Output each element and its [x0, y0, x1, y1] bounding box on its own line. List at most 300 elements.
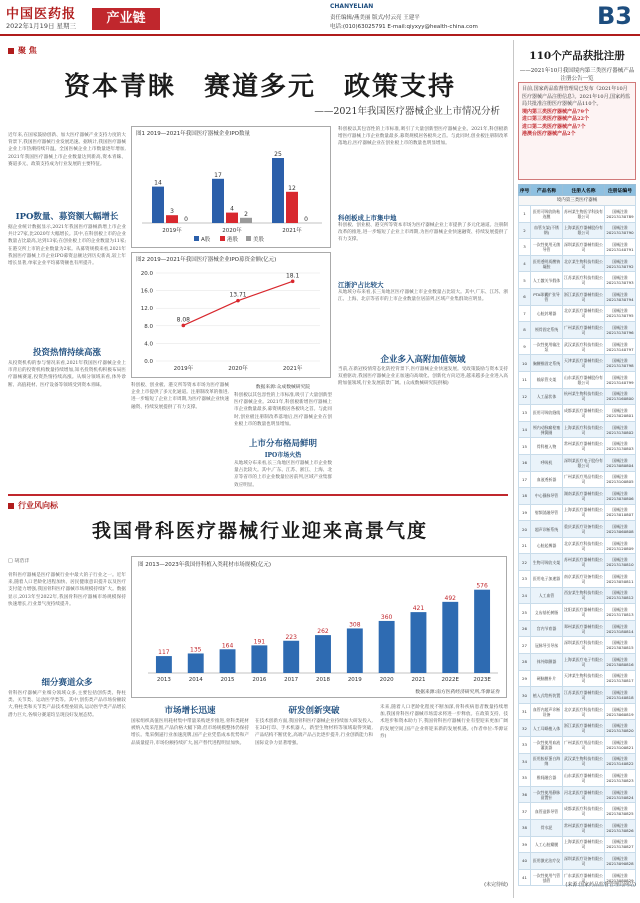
cell-registrant: 成都某医疗器械有限公司: [563, 405, 605, 422]
top-col4-text2: 科创板、创业板、港交所等资本市场为医疗器械企业上市提供了多元化通道。注册制改革的推进,进一步缩短了企业上市周期,为医疗器械企业快速融资、持续发展提供了有力支撑。: [338, 223, 508, 243]
cell-cert: 国械注准20213130795: [605, 305, 636, 322]
cell-no: 8: [519, 322, 531, 339]
cell-no: 13: [519, 405, 531, 422]
cell-cert: 国械注准20213130793: [605, 272, 636, 289]
chart3-source: 数据来源:南方医药经济研究所,华源证券: [415, 690, 500, 695]
col-header-product: 产品名称: [531, 185, 563, 196]
table-row: [519, 421, 636, 438]
cell-product: 医用透明质酸钠凝胶: [531, 255, 563, 272]
x-tick-label: 2019年: [173, 366, 194, 372]
cell-registrant: 郑州某医疗器械有限公司: [563, 620, 605, 637]
cell-cert: 国械注准20213150824: [605, 786, 636, 803]
cell-no: 31: [519, 703, 531, 720]
cell-registrant: 沈阳某医疗器械有限公司: [563, 604, 605, 621]
table-row: [519, 305, 636, 322]
bar-value-label: 135: [190, 646, 202, 654]
cell-no: 36: [519, 786, 531, 803]
bar: [212, 179, 224, 223]
cell-no: 30: [519, 687, 531, 704]
cell-no: 17: [519, 471, 531, 488]
cell-registrant: 北京某医疗科技有限公司: [563, 703, 605, 720]
cell-cert: 国械注准20213170813: [605, 604, 636, 621]
bottom-col1-text: 骨科医疗器械是医疗器械行业中最大的子行业之一。近年来,随着人口老龄化进程加快、居民健康意识提升以及医疗支付能力增强,我国骨科医疗器械市场规模持续扩大。数据显示,2013年至2022年,我国骨科医疗器械市场规模保持快速增长,行业景气度持续提升。: [8, 573, 126, 607]
cell-registrant: 江苏某医疗器械有限公司: [563, 687, 605, 704]
cell-cert: 国械注准20213140822: [605, 753, 636, 770]
cell-registrant: 北京某医疗科技有限公司: [563, 537, 605, 554]
cell-registrant: 天津某医疗器械有限公司: [563, 355, 605, 372]
cell-product: 医用胶原蛋白海绵: [531, 753, 563, 770]
chart-ipo-funding: [131, 252, 331, 378]
cell-registrant: 南京某医疗设备有限公司: [563, 571, 605, 588]
cell-product: 人工心脏瓣膜: [531, 836, 563, 853]
top-story-tag: 聚 焦: [8, 45, 37, 56]
cell-no: 18: [519, 488, 531, 505]
data-label: 18.1: [285, 272, 300, 280]
cell-no: 37: [519, 803, 531, 820]
cell-product: 输尿管支架: [531, 371, 563, 388]
heading-rd: 研发创新突破: [288, 706, 340, 716]
cell-registrant: 杭州某生物科技有限公司: [563, 388, 605, 405]
bottom-col4-text: 未来,随着人口老龄化程度不断加深,骨科疾病患者数量持续增加,我国骨科医疗器械市场需求将进一步释放。在政策支持、技术进步和资本助力下,我国骨科医疗器械行业有望迎来更加广阔的发展空间,国产企业将迎来新的发展机遇。(作者单位:华源证券): [380, 705, 508, 739]
cell-cert: 国械注准20213010807: [605, 504, 636, 521]
cell-registrant: 山东某医疗器械有限公司: [563, 770, 605, 787]
cell-no: 7: [519, 305, 531, 322]
cell-registrant: 苏州某医疗器械有限公司: [563, 554, 605, 571]
cell-product: 医用可吸收防粘连膜: [531, 206, 563, 223]
cell-product: 颅骨固定系统: [531, 322, 563, 339]
cell-cert: 国械注准20213130796: [605, 322, 636, 339]
bar-value-label: 223: [285, 633, 297, 641]
table-row: [519, 753, 636, 770]
cell-product: 心脏封堵器: [531, 305, 563, 322]
chart-ipo-count-title: 图1 2019—2021年我国医疗器械企业IPO数量: [136, 131, 251, 137]
cell-registrant: 广州某医疗用品有限公司: [563, 471, 605, 488]
cell-cert: 国械注准20213030794: [605, 288, 636, 305]
cell-no: 1: [519, 206, 531, 223]
notice-item: 进口第三类医疗器械产品22个: [522, 116, 589, 122]
legend-label: 美股: [253, 237, 265, 243]
cell-registrant: 常州某医疗器械有限公司: [563, 438, 605, 455]
bar-value-label: 117: [158, 649, 170, 657]
table-row: [519, 786, 636, 803]
cell-no: 41: [519, 869, 531, 886]
data-label: 8.08: [176, 316, 191, 324]
y-tick-label: 12.0: [140, 306, 153, 313]
bar-value-label: 191: [253, 638, 266, 646]
cell-no: 23: [519, 571, 531, 588]
chart-ortho-market-svg: [132, 569, 506, 685]
sidebar-subtitle: ——2021年10月我国境内第三类医疗器械产品注册公告一览: [519, 68, 635, 82]
cell-product: 义齿基托树脂: [531, 604, 563, 621]
top-col4-text3: 从地域分布来看,长三角地区医疗器械上市企业数量占比较大。其中,广东、江苏、浙江、上海、北京等省市的上市企业数量位居前列,区域产业集群效应明显。: [338, 290, 508, 303]
bottom-col1-text2: 骨科医疗器械产业细分领域众多,主要包括创伤类、脊柱类、关节类、运动医学类等。其中,创伤类产品市场份额较大,脊柱类和关节类产品技术壁垒较高,运动医学类产品增长潜力巨大,各细分赛道均呈现良好发展态势。: [8, 691, 126, 718]
top-col1-text3: 从投资机构的参与情况来看,2021年我国医疗器械企业上市背后的投资机构数量持续增加,知名投资机构积极布局医疗器械赛道,投资热情持续高涨。从细分领域来看,体外诊断、高值耗材、医疗设备等领域受到资本青睐。: [8, 361, 126, 388]
col-header-cert: 注册证编号: [605, 185, 636, 196]
cell-product: 血液透析器: [531, 471, 563, 488]
heading-high-value: 企业多入高附加值领域: [380, 355, 466, 365]
cell-no: 9: [519, 338, 531, 355]
bar: [220, 649, 236, 673]
cell-cert: 国械注准20213140791: [605, 239, 636, 256]
bar-value-label: 12: [288, 184, 296, 192]
cell-cert: 国械注准20213130817: [605, 670, 636, 687]
chart-source: 数据来源:众成数械研究院: [255, 385, 311, 390]
table-row: [519, 288, 636, 305]
data-point: [291, 280, 295, 284]
top-story-subtitle: ——2021年我国医疗器械企业上市情况分析: [314, 106, 500, 117]
chart-ipo-count-svg: [132, 137, 330, 247]
table-row: [519, 637, 636, 654]
cell-product: 一次性使用无菌导管: [531, 239, 563, 256]
bar-value-label: 164: [221, 642, 234, 650]
cell-cert: 国械注准20213140818: [605, 687, 636, 704]
cell-no: 33: [519, 737, 531, 754]
cell-registrant: 深圳某医疗器械有限公司: [563, 239, 605, 256]
top-col1-text2: 据企业统计数据显示,2021年我国医疗器械新增上市企业共计27家,比2020年大幅增长。其中,在科创板上市的企业数量占比最高,达到13家;在创业板上市的企业数量为11家;在港交所上市的企业数量为2家。从募资规模来看,2021年我国医疗器械上市企业IPO募资总额达到历史新高,较上年增长显著,单家企业平均募资额也有所提升。: [8, 225, 126, 267]
top-col1-text: 近年来,在国家鼓励创新、加大医疗器械产业支持力度的大背景下,我国医疗器械行业发展迅速。据统计,我国医疗器械企业上市热潮持续升温。全国医械企业上市数量逐年增加,2021年我国医疗器械上市企业数量达到新高,资本青睐、赛道多元、政策支持成为行业发展的主要特征。: [8, 133, 126, 167]
bar: [474, 590, 490, 673]
table-row: [519, 537, 636, 554]
heading-star-market: 科创板成上市集中地: [338, 214, 397, 222]
x-tick-label: 2022E: [441, 677, 460, 683]
bar: [442, 602, 458, 673]
sidebar-notice: [518, 82, 636, 180]
notice-item: 进口第二类医疗器械产品7个: [522, 123, 586, 130]
cell-product: 植入式给药装置: [531, 687, 563, 704]
cell-no: 38: [519, 819, 531, 836]
table-row: [519, 587, 636, 604]
notice-text: 目前,国家药品监督管理局已发布《2021年10月医疗器械产品注册信息》。2021年10月,国家药监局共批准注册医疗器械产品110个。: [522, 86, 631, 107]
top-col4-text4: 当前,在新冠疫情常态化防控背景下,医疗器械企业快速发展。受政策鼓励与资本支持双重驱动,我国医疗器械企业正加速向高端化、创新化方向迈进,越来越多企业进入高附加值领域,行业发展前景广阔。(众成数械研究院供稿): [338, 367, 508, 387]
table-row: [519, 405, 636, 422]
cell-no: 22: [519, 554, 531, 571]
table-row: [519, 819, 636, 836]
chart-ipo-funding-title: 图2 2019—2021年我国医疗器械企业IPO募资金额(亿元): [136, 257, 277, 263]
cell-no: 35: [519, 770, 531, 787]
top-story-title: 资本青睐 赛道多元 政策支持: [63, 72, 456, 102]
cell-registrant: 浙江某医疗器械有限公司: [563, 720, 605, 737]
staff-line: 责任编辑/燕美丽 版式/付云亮 王建平: [330, 15, 420, 21]
cell-cert: 国械注准20213080829: [605, 869, 636, 886]
table-row: [519, 388, 636, 405]
cell-product: 一次性使用气管插管: [531, 869, 563, 886]
cell-cert: 国械注准20213100805: [605, 471, 636, 488]
chart-ipo-funding-svg: [132, 265, 330, 377]
bar-value-label: 308: [349, 621, 361, 629]
cell-cert: 国械注准20213130802: [605, 421, 636, 438]
newspaper-logo: 中国医药报: [6, 7, 77, 22]
cell-cert: 国械注准20213130812: [605, 587, 636, 604]
legend-label: 港股: [227, 237, 239, 243]
cell-cert: 国械注准20213130790: [605, 222, 636, 239]
heading-market-growth: 市场增长迅速: [164, 706, 216, 716]
bottom-col2-text: 国家组织高值医用耗材集中带量采购逐步推进,骨科类耗材被纳入集采范围,产品价格大幅下降,但市场规模整体仍保持增长。集采倒逼行业加速洗牌,国产企业凭借成本优势和产品质量提升,市场份额持续扩大,国产替代进程明显加快。: [131, 719, 249, 746]
table-row: [519, 687, 636, 704]
table-row: [519, 853, 636, 870]
cell-no: 4: [519, 255, 531, 272]
cell-no: 10: [519, 355, 531, 372]
y-tick-label: 4.0: [144, 341, 153, 348]
cell-registrant: 苏州某生物医学科技有限公司: [563, 206, 605, 223]
data-point: [182, 324, 186, 328]
cell-registrant: 深圳某医疗设备有限公司: [563, 853, 605, 870]
table-row: [519, 571, 636, 588]
sidebar-source: (来源:国家药品监督管理局网站): [565, 882, 636, 888]
cell-no: 29: [519, 670, 531, 687]
bar-value-label: 4: [230, 205, 234, 213]
cell-cert: 国械注准20213030825: [605, 803, 636, 820]
cell-product: 人工晶状体: [531, 388, 563, 405]
bar: [156, 656, 172, 673]
bar: [283, 641, 299, 673]
cell-cert: 国械注准20213030806: [605, 488, 636, 505]
cell-cert: 国械注准20213060819: [605, 703, 636, 720]
cell-no: 14: [519, 421, 531, 438]
section-badge: 产业链: [92, 8, 160, 30]
cell-cert: 国械注准20213130810: [605, 554, 636, 571]
cell-no: 32: [519, 720, 531, 737]
table-row: [519, 554, 636, 571]
cell-registrant: 深圳某医疗电子股份有限公司: [563, 454, 605, 471]
cell-no: 25: [519, 604, 531, 621]
cell-registrant: 成都某医疗科技有限公司: [563, 803, 605, 820]
heading-invest: 投资热情持续高涨: [32, 348, 101, 358]
cell-cert: 国械注准20213130823: [605, 770, 636, 787]
table-row: [519, 836, 636, 853]
cell-registrant: 深圳某医疗科技有限公司: [563, 637, 605, 654]
x-tick-label: 2020年: [222, 228, 242, 234]
notice-item: 港澳台医疗器械产品2个: [522, 131, 576, 137]
cell-product: 一次性使用血液灌流器: [531, 737, 563, 754]
cell-cert: 国械注准20213080804: [605, 454, 636, 471]
cell-registrant: 广州某医疗器械有限公司: [563, 322, 605, 339]
table-row: [519, 504, 636, 521]
cell-registrant: 北京某生物科技有限公司: [563, 255, 605, 272]
bar-value-label: 421: [412, 605, 425, 613]
cell-registrant: 上海某医疗器械有限公司: [563, 504, 605, 521]
sidebar-title: 110个产品获批注册: [529, 50, 625, 62]
table-row: [519, 322, 636, 339]
cell-cert: 国械注准20213130826: [605, 819, 636, 836]
bar-value-label: 360: [380, 613, 393, 621]
table-row: [519, 521, 636, 538]
cell-no: 21: [519, 537, 531, 554]
cell-product: 冠脉导引导丝: [531, 637, 563, 654]
heading-segments: 细分赛道众多: [41, 678, 93, 688]
x-tick-label: 2018: [316, 677, 330, 683]
bottom-story-tag: 行业风向标: [8, 500, 58, 511]
y-tick-label: 16.0: [140, 288, 153, 295]
top-col2-text: 科创板、创业板、港交所等资本市场为医疗器械企业上市提供了多元化通道。注册制改革的推进,进一步缩短了企业上市周期,为医疗器械企业快速融资、持续发展提供了有力支撑。: [131, 383, 229, 410]
cell-cert: 国械注准20213130789: [605, 206, 636, 223]
bar: [240, 218, 252, 223]
cell-cert: 国械注准20213060808: [605, 521, 636, 538]
cell-product: 血管造影导管: [531, 803, 563, 820]
cell-registrant: 上海某医疗科技有限公司: [563, 421, 605, 438]
cell-product: 中心静脉导管: [531, 488, 563, 505]
bar-value-label: 262: [317, 628, 329, 636]
page-number: B3: [597, 2, 632, 30]
data-label: 13.71: [229, 291, 247, 299]
cell-no: 24: [519, 587, 531, 604]
bar: [272, 158, 284, 223]
cell-registrant: 武汉某医疗科技有限公司: [563, 338, 605, 355]
cell-product: 骨科植入物: [531, 438, 563, 455]
cell-registrant: 上海某医疗器械有限公司: [563, 836, 605, 853]
y-tick-label: 8.0: [144, 323, 153, 330]
bar: [152, 187, 164, 223]
table-row: [519, 255, 636, 272]
x-tick-label: 2023E: [473, 677, 491, 683]
cell-product: 骨水泥: [531, 819, 563, 836]
cell-cert: 国械注准20213140799: [605, 371, 636, 388]
sidebar-divider: [513, 40, 514, 898]
table-row: [519, 720, 636, 737]
cell-registrant: 常州某医疗器械有限公司: [563, 819, 605, 836]
bar-value-label: 14: [154, 179, 162, 187]
cell-product: 人工血管: [531, 587, 563, 604]
cell-product: 医用可吸收缝线: [531, 405, 563, 422]
cell-registrant: 山东某医疗器械股份有限公司: [563, 371, 605, 388]
cell-cert: 国械注准20213160800: [605, 388, 636, 405]
cell-registrant: 上海某医疗电子有限公司: [563, 654, 605, 671]
table-row: [519, 620, 636, 637]
table-row: [519, 471, 636, 488]
bar-value-label: 0: [184, 216, 188, 223]
table-row: [519, 222, 636, 239]
cell-registrant: 江苏某医疗科技有限公司: [563, 272, 605, 289]
cell-no: 11: [519, 371, 531, 388]
cell-product: 射频消融导管: [531, 504, 563, 521]
bar-value-label: 3: [170, 208, 174, 216]
table-row: [519, 488, 636, 505]
cell-no: 20: [519, 521, 531, 538]
bar: [251, 645, 267, 673]
cell-no: 16: [519, 454, 531, 471]
bar: [166, 215, 178, 223]
table-row: [519, 371, 636, 388]
x-tick-label: 2017: [284, 677, 299, 683]
story-divider: [8, 494, 508, 496]
cell-registrant: 广州某医疗用品有限公司: [563, 737, 605, 754]
y-tick-label: 20.0: [140, 271, 153, 277]
bar: [188, 653, 204, 673]
bar: [411, 612, 427, 673]
y-tick-label: 0.0: [144, 359, 153, 365]
table-row: [519, 454, 636, 471]
x-tick-label: 2019: [347, 677, 362, 683]
cell-product: 医用激光治疗仪: [531, 853, 563, 870]
cell-no: 12: [519, 388, 531, 405]
cell-product: 硬脑膜补片: [531, 670, 563, 687]
cell-registrant: 广东某医疗器械有限公司: [563, 869, 605, 886]
table-row: [519, 239, 636, 256]
data-point: [236, 299, 240, 303]
byline: □ 胡浩洋: [8, 558, 30, 564]
cell-no: 2: [519, 222, 531, 239]
heading-ipo-flow: IPO市场火热: [264, 452, 302, 459]
heading-region: 江浙沪占比较大: [338, 281, 384, 289]
table-row: [519, 272, 636, 289]
cell-registrant: 湖南某医疗器械有限公司: [563, 488, 605, 505]
cell-cert: 国械注准20213130803: [605, 438, 636, 455]
table-row: [519, 206, 636, 223]
bottom-story-title: 我国骨科医疗器械行业迎来高景气度: [91, 520, 428, 542]
cell-cert: 国械注准20213130827: [605, 836, 636, 853]
cell-product: 颅内动脉瘤栓塞弹簧圈: [531, 421, 563, 438]
table-row: [519, 438, 636, 455]
cell-no: 34: [519, 753, 531, 770]
cell-registrant: 西安某生物科技有限公司: [563, 587, 605, 604]
registration-table: [518, 184, 636, 886]
chart-ortho-market: [131, 556, 507, 698]
cell-product: 一次性使用输注泵: [531, 338, 563, 355]
bar: [379, 621, 395, 673]
bottom-col3-text: 在技术创新方面,我国骨科医疗器械企业持续加大研发投入,在3D打印、手术机器人、新型生物材料等领域取得突破,产品结构不断优化,高端产品占比逐步提升,行业创新能力和国际竞争力显著增强。: [255, 719, 373, 746]
section-pinyin: CHANYELIAN: [330, 3, 374, 10]
cell-product: 心脏起搏器: [531, 537, 563, 554]
table-row: [519, 703, 636, 720]
cell-cert: 国械注准20213130820: [605, 720, 636, 737]
col-header-registrant: 注册人名称: [563, 185, 605, 196]
cell-no: 26: [519, 620, 531, 637]
bar: [286, 192, 298, 223]
cell-no: 3: [519, 239, 531, 256]
bar: [226, 213, 238, 223]
x-tick-label: 2015: [220, 677, 235, 683]
cell-registrant: 上海某医疗器械股份有限公司: [563, 222, 605, 239]
legend-swatch: [220, 236, 225, 241]
x-tick-label: 2021: [411, 677, 426, 683]
table-row: [519, 737, 636, 754]
x-tick-label: 2019年: [162, 228, 182, 234]
legend-swatch: [246, 236, 251, 241]
cell-product: 呼吸机: [531, 454, 563, 471]
x-tick-label: 2021年: [282, 228, 302, 234]
x-tick-label: 2013: [156, 677, 171, 683]
cell-registrant: 武汉某生物科技有限公司: [563, 753, 605, 770]
header-rule: [0, 34, 640, 36]
cell-cert: 国械注准20213130792: [605, 255, 636, 272]
cell-cert: 国械注准20213120809: [605, 537, 636, 554]
notice-item: 境内第三类医疗器械产品79个: [522, 108, 589, 115]
chart-ortho-market-title: 图 2013—2023年我国骨科植入类耗材市场规模(亿元): [138, 562, 272, 568]
cell-product: 血管支架(不锈钢): [531, 222, 563, 239]
cell-product: PTA球囊扩张导管: [531, 288, 563, 305]
series-line: [183, 281, 292, 325]
table-row: [519, 803, 636, 820]
issue-date: 2022年1月19日 星期三: [6, 22, 77, 30]
cell-product: 宫内节育器: [531, 620, 563, 637]
cell-no: 5: [519, 272, 531, 289]
cell-cert: 国械注准20213100821: [605, 737, 636, 754]
cell-registrant: 重庆某医疗设备有限公司: [563, 521, 605, 538]
legend-label: A股: [201, 237, 211, 243]
cell-cert: 国械注准20213180814: [605, 620, 636, 637]
x-tick-label: 2016: [252, 677, 267, 683]
bar-value-label: 0: [304, 216, 308, 223]
bar-value-label: 25: [274, 151, 282, 158]
top-col4-text: 科创板以其包容性的上市标准,吸引了大量创新型医疗器械企业。2021年,科创板新增医疗器械上市企业数量最多,募资规模居各板块之首。与此同时,创业板注册制改革落地后,医疗器械企业在创业板上市的数量也明显增加。: [338, 127, 508, 147]
cell-product: 人工耳蜗植入体: [531, 720, 563, 737]
cell-cert: 国械注准20213090828: [605, 853, 636, 870]
bar-value-label: 492: [444, 594, 456, 602]
table-subheader: 境内第三类医疗器械: [519, 196, 636, 206]
heading-ipo-volume: IPO数量、募资额大幅增长: [15, 212, 119, 222]
contact-line: 电话:(010)63025791 E-mail:qiyxyy@health-china.com: [330, 24, 478, 30]
x-tick-label: 2014: [188, 677, 203, 683]
cell-cert: 国械注准20213140797: [605, 338, 636, 355]
